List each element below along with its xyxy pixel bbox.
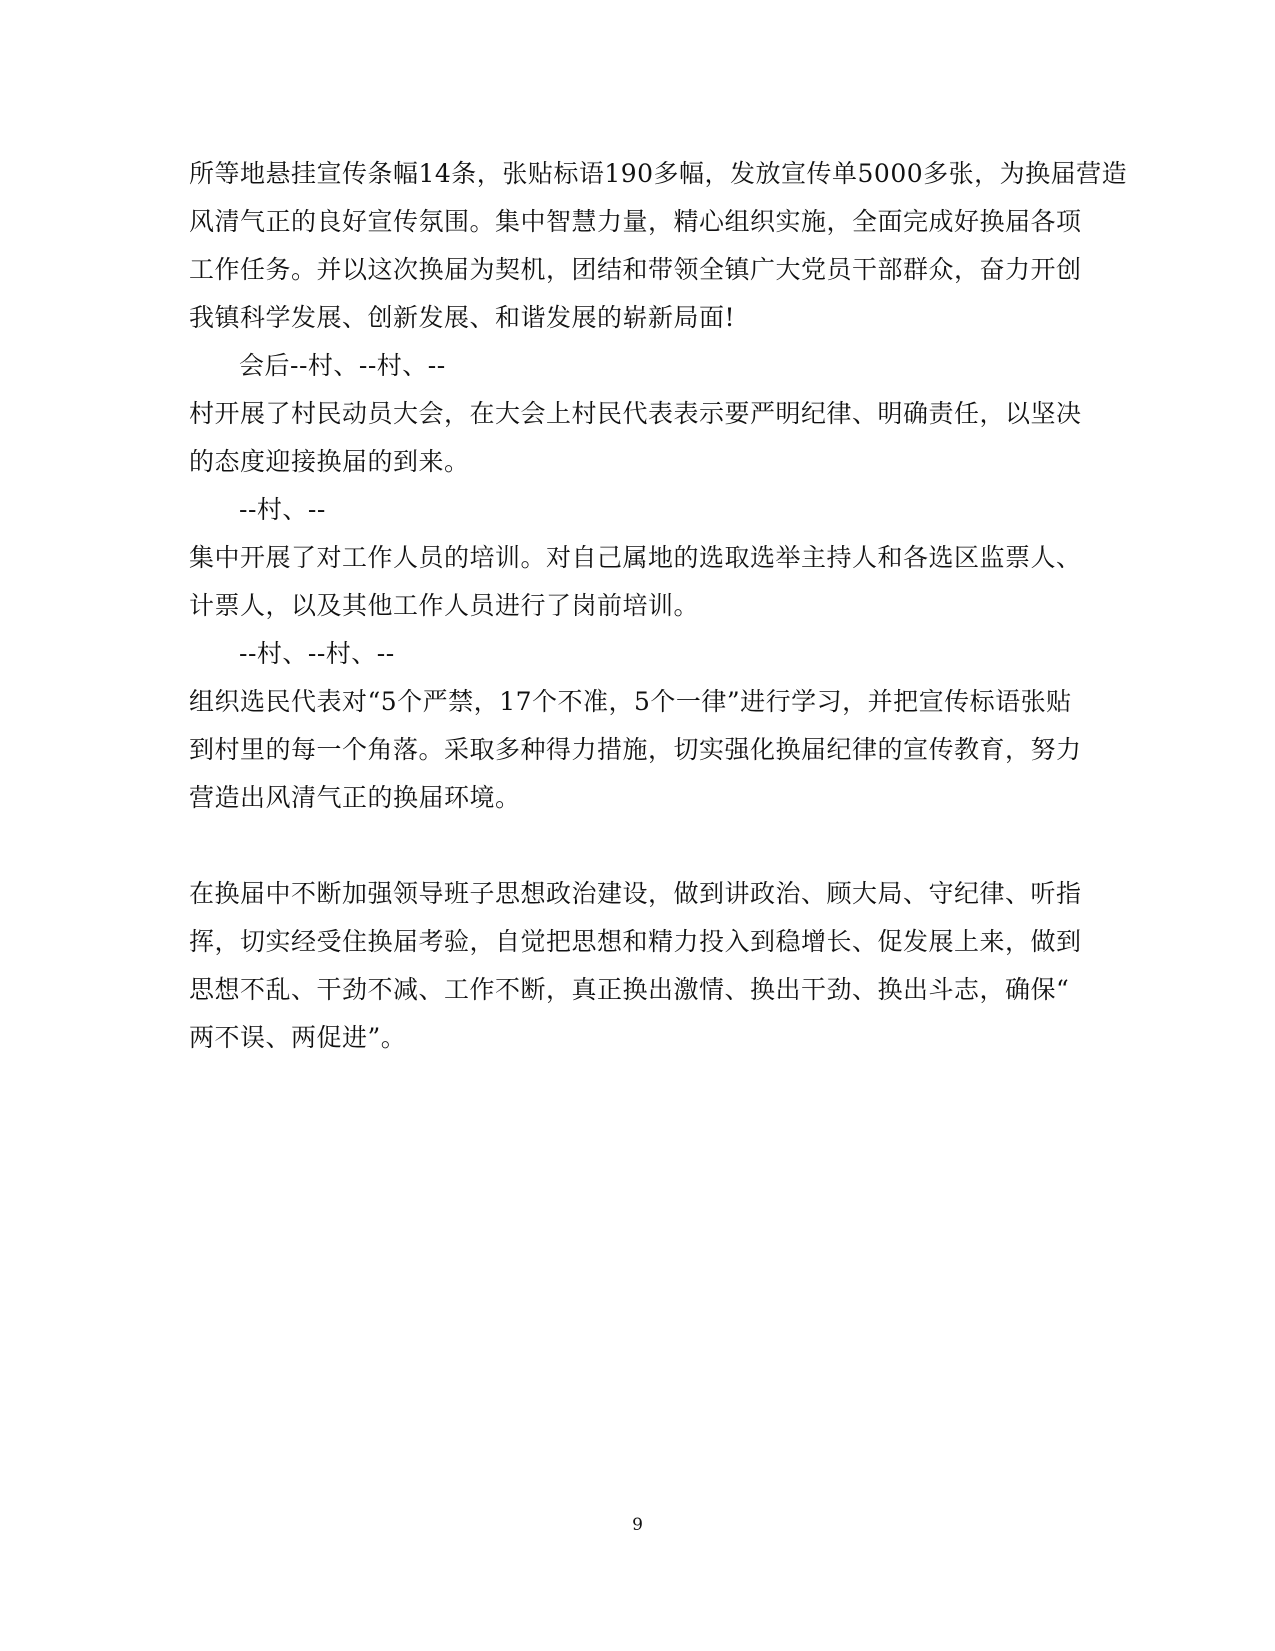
text-line: 集中开展了对工作人员的培训。对自己属地的选取选举主持人和各选区监票人、 [189, 543, 1082, 572]
text-line: 风清气正的良好宣传氛围。集中智慧力量，精心组织实施，全面完成好换届各项 [189, 207, 1082, 236]
text-line: 挥，切实经受住换届考验，自觉把思想和精力投入到稳增长、促发展上来，做到 [189, 927, 1082, 956]
page-number: 9 [632, 1515, 643, 1535]
text-line: 到村里的每一个角落。采取多种得力措施，切实强化换届纪律的宣传教育，努力 [189, 735, 1082, 764]
text-line: 所等地悬挂宣传条幅14条，张贴标语190多幅，发放宣传单5000多张，为换届营造 [189, 159, 1128, 188]
text-line: --村、--村、-- [239, 639, 395, 668]
text-line: 工作任务。并以这次换届为契机，团结和带领全镇广大党员干部群众，奋力开创 [189, 255, 1082, 284]
text-line: 村开展了村民动员大会，在大会上村民代表表示要严明纪律、明确责任，以坚决 [189, 399, 1082, 428]
text-line: 我镇科学发展、创新发展、和谐发展的崭新局面! [189, 303, 736, 332]
text-line: --村、-- [239, 495, 326, 524]
text-line: 思想不乱、干劲不减、工作不断，真正换出激情、换出干劲、换出斗志，确保“ [189, 975, 1070, 1004]
text-line: 组织选民代表对“5个严禁，17个不准，5个一律”进行学习，并把宣传标语张贴 [189, 687, 1072, 716]
text-line: 两不误、两促进”。 [189, 1023, 407, 1052]
text-line: 营造出风清气正的换届环境。 [189, 783, 521, 812]
text-line: 会后--村、--村、-- [239, 351, 446, 380]
body-text [189, 150, 1128, 1062]
paragraph-gap [189, 822, 1089, 870]
text-line: 的态度迎接换届的到来。 [189, 447, 470, 476]
text-line: 在换届中不断加强领导班子思想政治建设，做到讲政治、顾大局、守纪律、听指 [189, 879, 1082, 908]
text-line: 计票人，以及其他工作人员进行了岗前培训。 [189, 591, 700, 620]
